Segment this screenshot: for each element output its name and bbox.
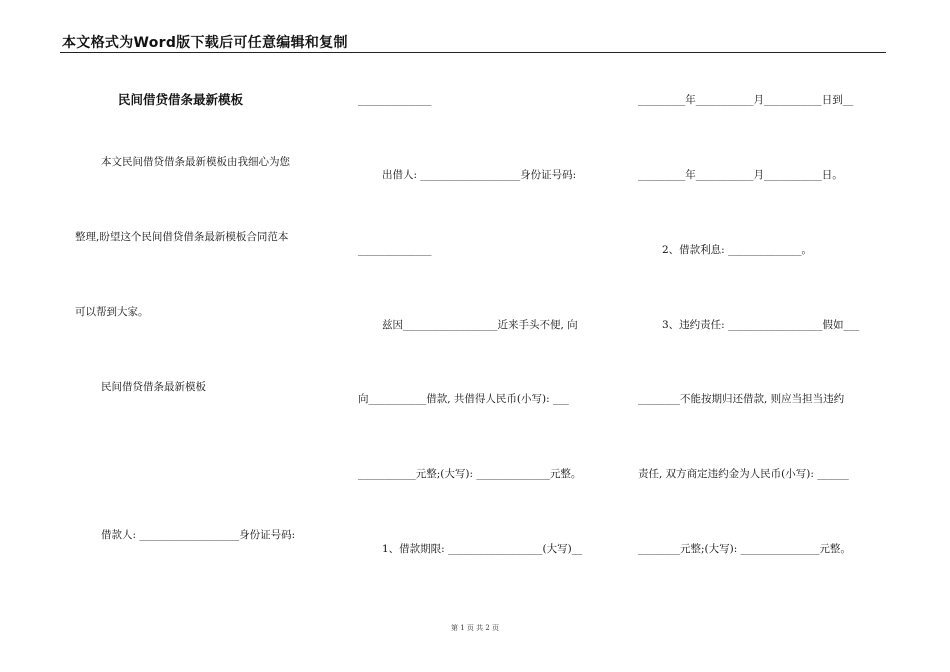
paragraph-line: 兹因__________________近来手头不便, 向 xyxy=(382,319,578,331)
page-footer: 第 1 页 共 2 页 xyxy=(450,624,500,632)
paragraph-line: ______________ xyxy=(358,244,432,256)
paragraph-line: 本文民间借贷借条最新模板由我细心为您 xyxy=(101,156,290,168)
text-column-3 xyxy=(638,0,888,672)
paragraph-line: 向___________借款, 共借得人民币(小写): ___ xyxy=(358,393,569,405)
paragraph-line: ________不能按期归还借款, 则应当担当违约 xyxy=(638,393,845,405)
paragraph-line: ______________ xyxy=(358,94,432,106)
paragraph-line: 借款人: ___________________身份证号码: xyxy=(101,529,296,541)
paragraph-line: 1、借款期限: __________________(大写)__ xyxy=(382,543,583,555)
paragraph-line: 整理,盼望这个民间借贷借条最新模板合同范本 xyxy=(75,231,289,243)
paragraph-line: 2、借款利息: ______________。 xyxy=(662,244,813,256)
document-title: 民间借贷借条最新模板 xyxy=(118,92,244,107)
paragraph-line: 出借人: ___________________身份证号码: xyxy=(382,169,577,181)
page-header-title: 本文格式为Word版下载后可任意编辑和复制 xyxy=(62,35,348,51)
text-column-1 xyxy=(75,0,333,672)
paragraph-line: ___________元整;(大写): ______________元整。 xyxy=(358,468,582,480)
paragraph-line: 3、违约责任: __________________假如___ xyxy=(662,319,860,331)
paragraph-line: 民间借贷借条最新模板 xyxy=(101,381,206,393)
paragraph-line: _________年___________月___________日。 xyxy=(638,169,843,181)
paragraph-line: 可以帮到大家。 xyxy=(75,306,149,318)
text-column-2 xyxy=(358,0,610,672)
paragraph-line: _________年___________月___________日到__ xyxy=(638,94,854,106)
paragraph-line: 责任, 双方商定违约金为人民币(小写): ______ xyxy=(638,468,849,480)
paragraph-line: ________元整;(大写): _______________元整。 xyxy=(638,543,851,555)
